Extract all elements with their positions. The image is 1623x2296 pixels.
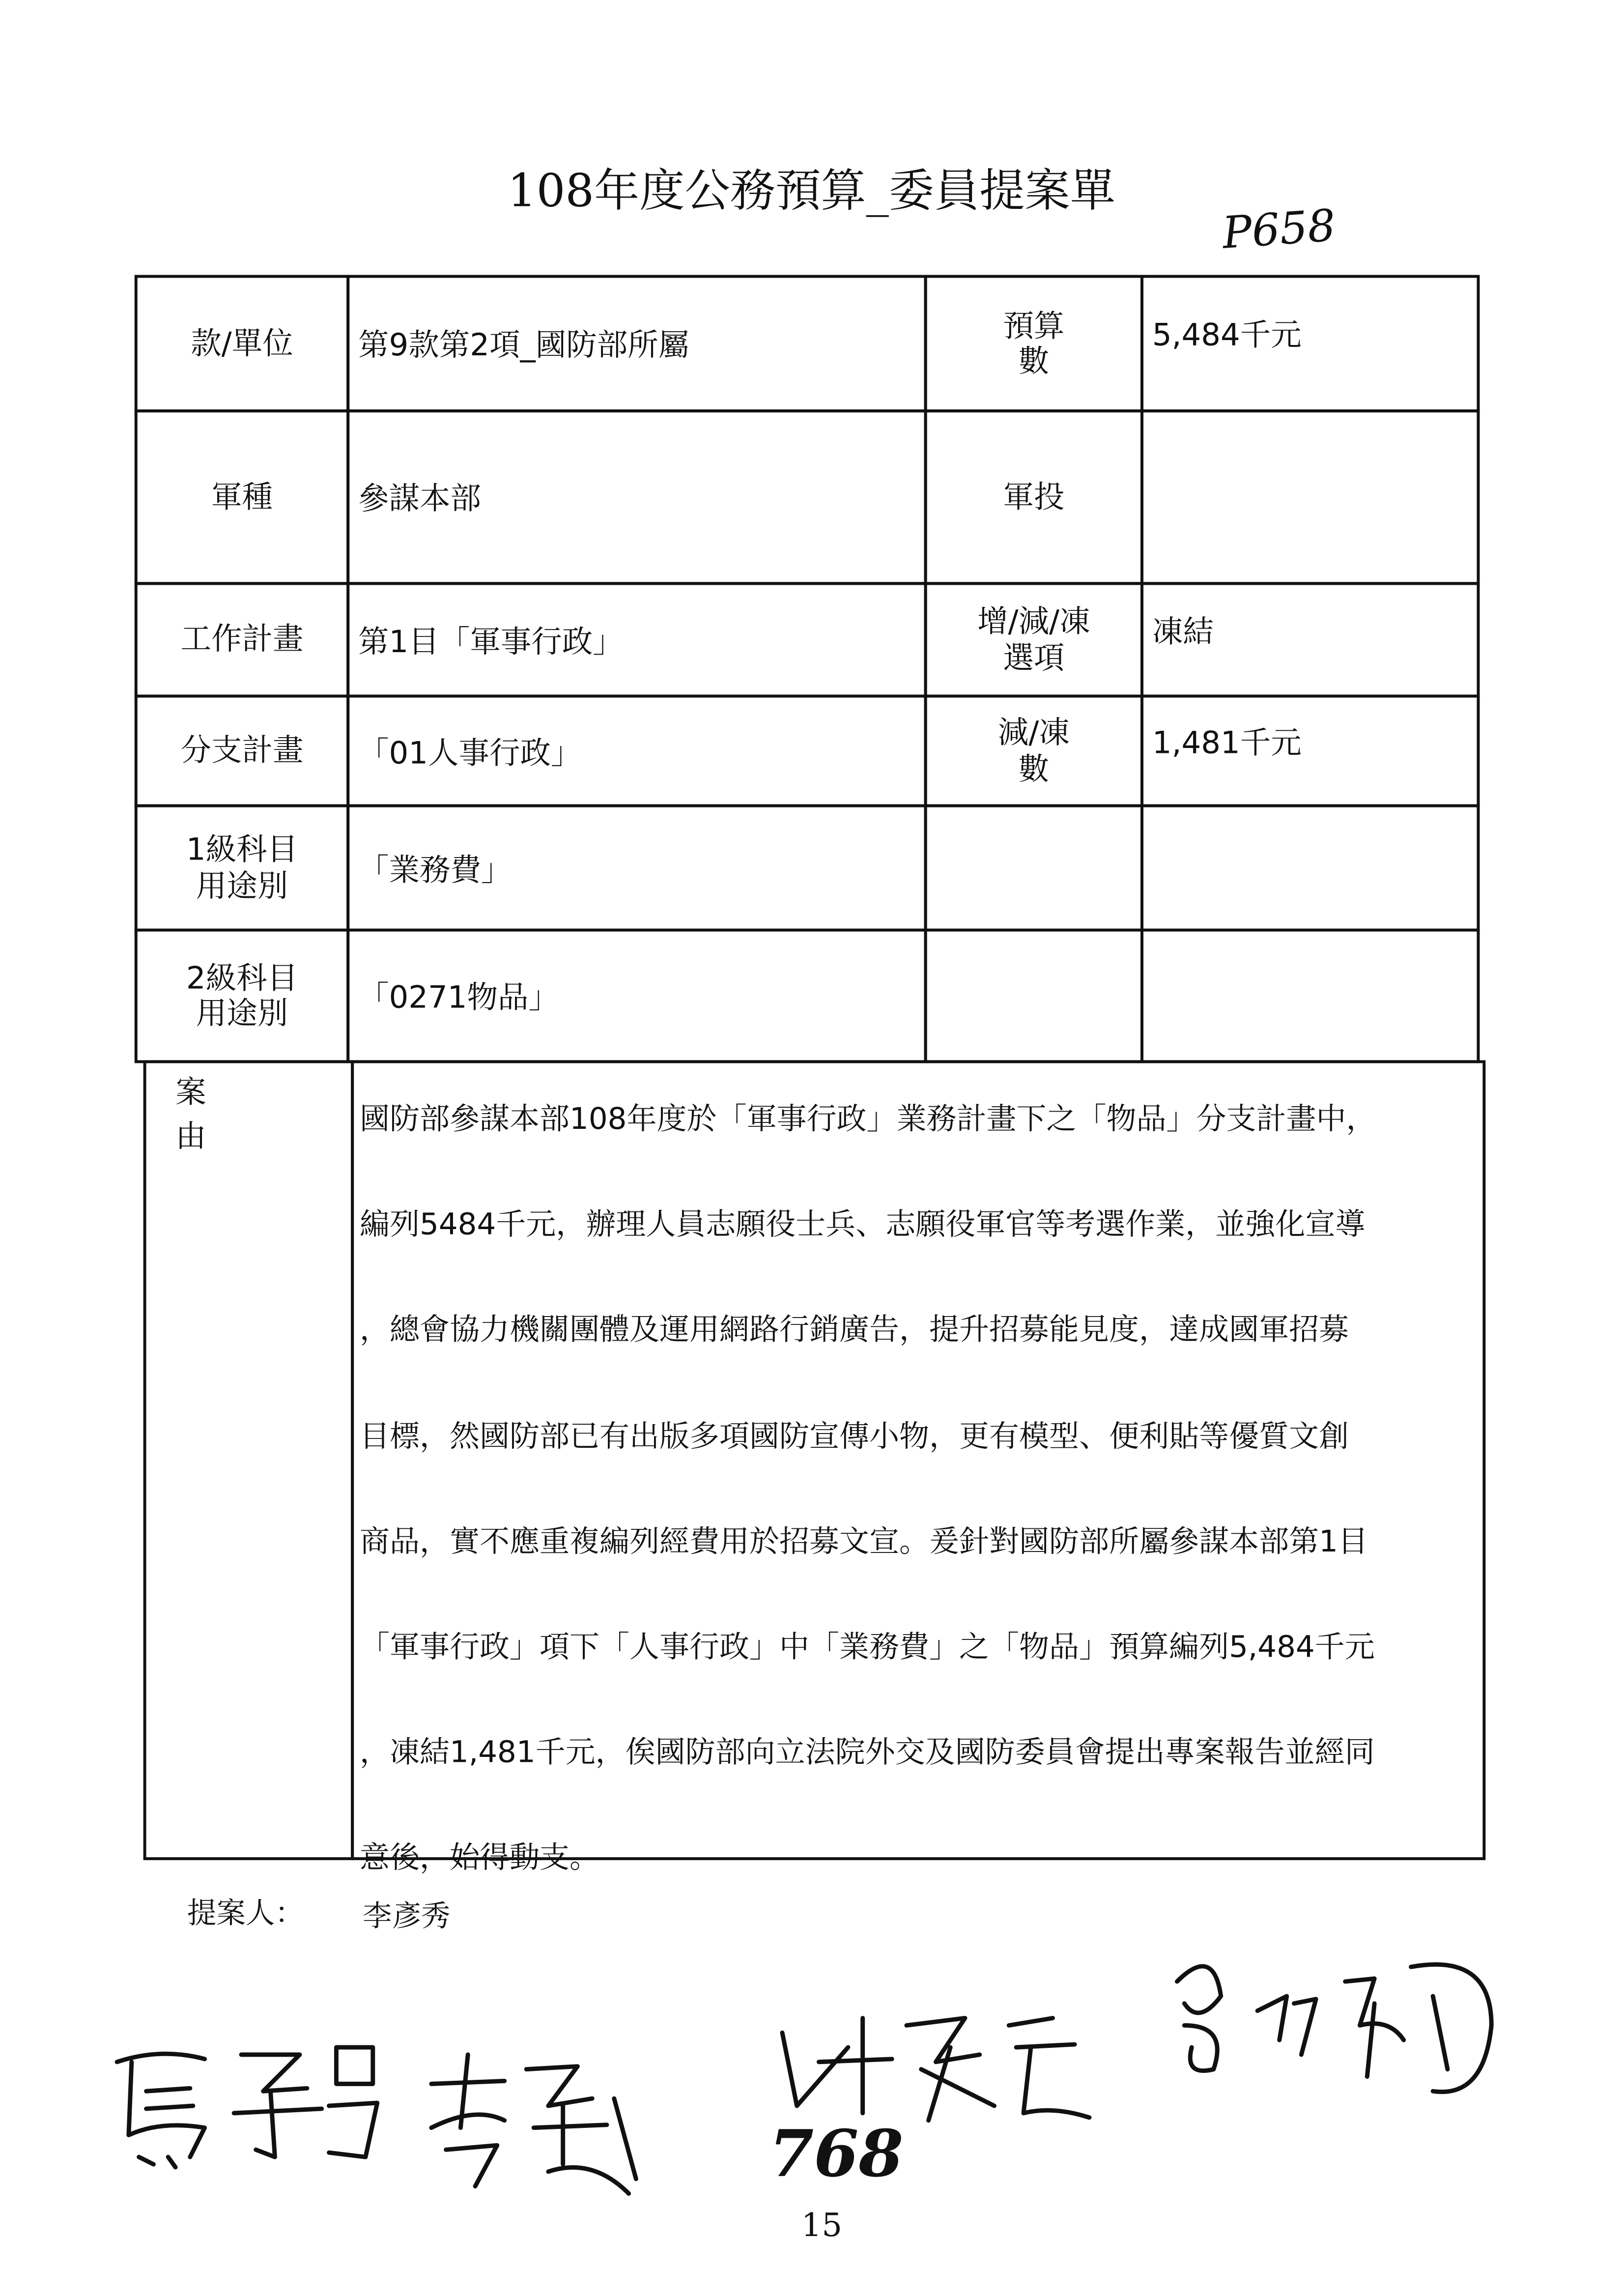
row-label: [135, 804, 349, 932]
row-label-2: [924, 582, 1143, 697]
handwritten-annotation: P658: [1221, 201, 1338, 260]
row-value-text: 「01人事行政」: [358, 735, 582, 770]
row-label-2: [924, 275, 1143, 412]
reason-line: 編列5484千元，辦理人員志願役士兵、志願役軍官等考選作業，並強化宣導: [360, 1206, 1366, 1242]
reason-text: [351, 1060, 1485, 1876]
row-label-2: [924, 804, 1143, 932]
row-value-2-text: 凍結: [1152, 613, 1214, 649]
signature-1: [102, 2018, 380, 2179]
row-value: [346, 694, 927, 807]
signature-3: [760, 2004, 1096, 2135]
row-label-2: [924, 694, 1143, 807]
row-value-2: [1140, 409, 1480, 585]
row-value-text: 「業務費」: [358, 852, 512, 887]
reason-line: 國防部參謀本部108年度於「軍事行政」業務計畫下之「物品」分支計畫中，: [360, 1101, 1376, 1137]
row-value-2-text: 1,481千元: [1152, 724, 1302, 760]
row-label-text: 1級科目 用途別: [186, 832, 298, 903]
row-label: [135, 929, 349, 1063]
reason-line: 「軍事行政」項下「人事行政」中「業務費」之「物品」預算編列5,484千元: [360, 1629, 1375, 1665]
row-label-text: 軍種: [211, 479, 273, 515]
row-label-2-text: 軍投: [1003, 479, 1065, 515]
row-value-2: [1140, 929, 1480, 1063]
row-label-2-text: 增/減/凍 選項: [977, 604, 1090, 675]
row-label: [135, 694, 349, 807]
row-value: [346, 582, 927, 697]
reason-label: 案由: [143, 1060, 354, 1860]
row-value-text: 第1目「軍事行政」: [358, 624, 624, 659]
row-label-text: 款/單位: [191, 326, 293, 361]
row-value-2: [1140, 275, 1480, 412]
page-title: 108年度公務預算_委員提案單: [508, 165, 1115, 218]
row-label-text: 工作計畫: [180, 622, 304, 658]
proposer-name: 李彥秀: [362, 1898, 451, 1933]
row-value-text: 參謀本部: [358, 481, 482, 517]
reason-line: 意後，始得動支。: [360, 1840, 600, 1876]
proposer-label: 提案人：: [187, 1895, 304, 1930]
row-value-text: 「0271物品」: [358, 979, 560, 1015]
row-value: [346, 409, 927, 585]
row-label-text: 分支計畫: [180, 733, 304, 769]
row-label: [135, 582, 349, 697]
row-label-text: 2級科目 用途別: [186, 960, 298, 1031]
row-value-2: [1140, 582, 1480, 697]
reason-line: ，總會協力機關團體及運用網路行銷廣告，提升招募能見度，達成國軍招募: [360, 1312, 1349, 1348]
row-value-2: [1140, 804, 1480, 932]
reason-line: 商品，實不應重複編列經費用於招募文宣。爰針對國防部所屬參謀本部第1目: [360, 1523, 1368, 1559]
row-value: [346, 929, 927, 1063]
row-label-2-text: 預算 數: [1003, 308, 1065, 379]
row-value: [346, 275, 927, 412]
row-label: [135, 409, 349, 585]
row-value-2: [1140, 694, 1480, 807]
row-value: [346, 804, 927, 932]
signature-4: [1155, 1938, 1506, 2113]
row-label-2: [924, 409, 1143, 585]
row-label: [135, 275, 349, 412]
page-number: 15: [801, 2208, 843, 2245]
reason-line: 目標，然國防部已有出版多項國防宣傳小物，更有模型、便利貼等優質文創: [360, 1418, 1349, 1453]
handwritten-number: 768: [769, 2117, 904, 2192]
signature-2: [417, 2040, 651, 2201]
row-label-2: [924, 929, 1143, 1063]
row-value-2-text: 5,484千元: [1152, 317, 1302, 353]
row-value-text: 第9款第2項_國防部所屬: [358, 327, 689, 363]
row-label-2-text: 減/凍 數: [997, 716, 1070, 786]
reason-line: ，凍結1,481千元，俟國防部向立法院外交及國防委員會提出專案報告並經同: [360, 1734, 1375, 1770]
